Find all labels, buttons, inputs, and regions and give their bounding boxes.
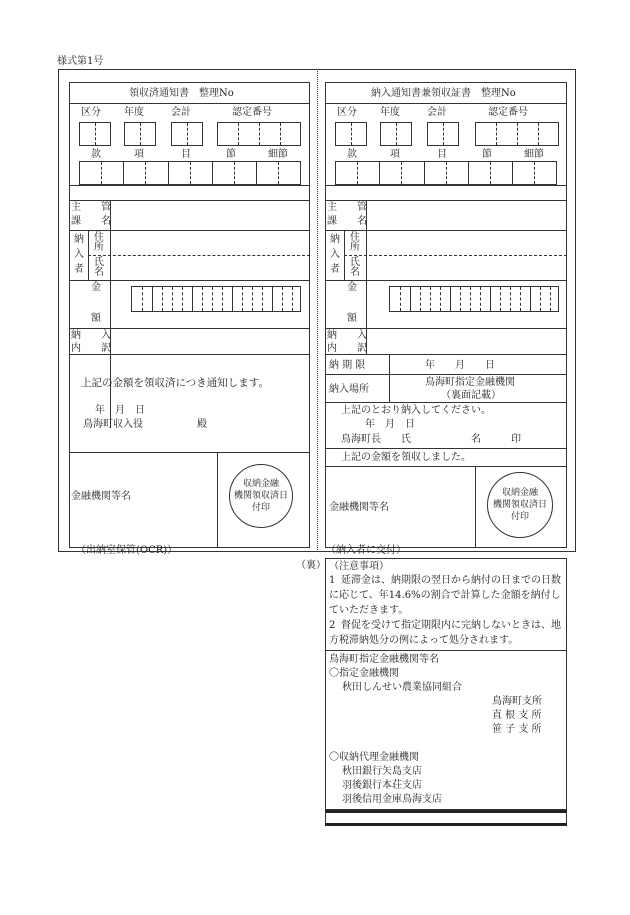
right-address-field[interactable]	[367, 230, 567, 254]
note-2-text: 督促を受けて指定期限内に完納しないときは、地方税滞納処分の例によって処分されます。	[329, 620, 561, 646]
left-sub-kan: 款	[91, 149, 101, 160]
right-title: 納入通知書兼領収証書 整理No	[371, 88, 516, 99]
right-stamp-line-1: 収納金融	[501, 487, 538, 498]
right-received: 上記の金額を領収しました。	[341, 452, 471, 463]
left-receipt-stamp	[229, 464, 293, 528]
agent-bank-1: 秋田銀行矢島支店	[342, 766, 422, 777]
right-sub-kan: 款	[347, 149, 357, 160]
notes-heading: （注意事項）	[329, 561, 389, 572]
left-breakdown-field[interactable]	[111, 328, 310, 354]
right-kaikei-box[interactable]	[427, 122, 459, 146]
left-treasurer: 鳥海町収入役	[83, 419, 143, 430]
left-date: 年 月 日	[95, 405, 145, 416]
right-code-nintei: 認定番号	[488, 107, 528, 118]
left-payer-3: 者	[74, 264, 84, 275]
left-payer-2: 入	[74, 249, 84, 260]
left-address-1: 住	[94, 232, 104, 243]
right-payer-2: 入	[330, 249, 340, 260]
right-mayor-name[interactable]: 氏 名 印	[401, 434, 521, 445]
right-breakdown-field[interactable]	[367, 328, 567, 354]
left-name-2: 名	[94, 267, 104, 278]
left-code-nendo: 年度	[124, 107, 144, 118]
left-honorific: 殿	[197, 419, 207, 430]
bottom-strip	[325, 812, 567, 824]
left-sub-setsu: 節	[226, 149, 236, 160]
right-place-value-2: （裏面記載）	[441, 390, 501, 401]
right-stamp-line-2: 機関領収済日	[492, 499, 547, 510]
right-manager-2: 課 名	[327, 216, 367, 227]
left-notice: 上記の金額を領収済につき通知します。	[81, 377, 269, 389]
left-bank-label: 金融機関等名	[71, 491, 131, 502]
right-mayor: 鳥海町長	[341, 434, 381, 445]
left-title: 領収済通知書 整理No	[129, 88, 234, 99]
left-breakdown-2: 内 訳	[71, 343, 111, 354]
left-address-2: 所	[94, 242, 104, 253]
right-nendo-box[interactable]	[380, 122, 412, 146]
right-code-kaikei: 会計	[427, 107, 447, 118]
left-sub-moku: 目	[181, 149, 191, 160]
left-stamp-line-3: 付印	[251, 503, 270, 514]
left-sub-saisetsu: 細節	[268, 149, 288, 160]
left-name-1: 氏	[94, 257, 104, 268]
left-footer: （出納室保管(OCR)）	[76, 545, 178, 556]
back-label: （裏）	[296, 560, 326, 571]
right-deadline-value[interactable]: 年 月 日	[425, 360, 495, 371]
right-stamp-line-3: 付印	[510, 512, 529, 523]
left-sub-kou: 項	[134, 149, 144, 160]
right-manager-field[interactable]	[367, 200, 567, 230]
right-name-2: 名	[350, 267, 360, 278]
branch-2: 直 根 支 所	[492, 710, 542, 721]
right-amount-box[interactable]	[389, 286, 559, 312]
note-2-number: 2	[329, 620, 336, 631]
left-breakdown-1: 納 入	[71, 330, 111, 341]
right-subcode-box[interactable]	[335, 161, 557, 185]
left-bank-field[interactable]	[69, 453, 217, 548]
right-address-2: 所	[350, 242, 360, 253]
right-name-1: 氏	[350, 257, 360, 268]
designated-bank-name: 秋田しんせい農業協同組合	[342, 682, 462, 693]
right-deadline-label: 納 期 限	[329, 360, 366, 371]
left-nendo-box[interactable]	[124, 122, 156, 146]
right-request: 上記のとおり納入してください。	[341, 405, 491, 416]
left-name-field[interactable]	[111, 255, 310, 280]
left-amount-1: 金	[91, 282, 101, 293]
designated-bank-label: 〇指定金融機関	[329, 668, 399, 679]
left-address-field[interactable]	[111, 230, 310, 254]
left-kaikei-box[interactable]	[171, 122, 203, 146]
left-payer-1: 納	[74, 234, 84, 245]
right-address-1: 住	[350, 232, 360, 243]
left-subcode-box[interactable]	[79, 161, 301, 185]
right-kubun-box[interactable]	[335, 122, 367, 146]
right-manager-1: 主 管	[327, 202, 367, 213]
left-slip	[69, 82, 310, 548]
left-nintei-box[interactable]	[217, 122, 301, 146]
right-nintei-box[interactable]	[475, 122, 559, 146]
right-sub-setsu: 節	[482, 149, 492, 160]
right-code-nendo: 年度	[380, 107, 400, 118]
right-breakdown-1: 納 入	[327, 330, 367, 341]
right-footer: （納入者に交付）	[326, 545, 406, 556]
right-amount-1: 金	[347, 282, 357, 293]
note-1-number: 1	[329, 575, 336, 586]
left-code-nintei: 認定番号	[232, 107, 272, 118]
left-manager-field[interactable]	[111, 200, 310, 230]
left-code-kaikei: 会計	[171, 107, 191, 118]
right-receipt-stamp	[487, 472, 553, 538]
left-amount-2: 額	[91, 313, 101, 324]
branch-3: 笹 子 支 所	[492, 724, 542, 735]
branch-1: 鳥海町支所	[492, 696, 542, 707]
right-slip	[325, 82, 567, 548]
right-payer-3: 者	[330, 264, 340, 275]
agent-bank-2: 羽後銀行本荘支店	[342, 780, 422, 791]
left-manager-2: 課 名	[71, 216, 111, 227]
right-name-field[interactable]	[367, 255, 567, 280]
right-code-kubun: 区分	[337, 107, 357, 118]
right-place-label: 納入場所	[329, 384, 369, 395]
right-date: 年 月 日	[365, 419, 415, 430]
left-amount-box[interactable]	[131, 286, 301, 312]
right-sub-saisetsu: 細節	[524, 149, 544, 160]
left-manager-1: 主 管	[71, 202, 111, 213]
left-stamp-line-2: 機関領収済日	[233, 490, 288, 501]
left-code-kubun: 区分	[81, 107, 101, 118]
banks-heading: 鳥海町指定金融機関等名	[329, 654, 439, 665]
right-bank-label: 金融機関等名	[329, 502, 389, 513]
form-number: 様式第1号	[57, 56, 104, 67]
left-stamp-line-1: 収納金融	[242, 478, 279, 489]
right-sub-moku: 目	[437, 149, 447, 160]
perforation-line	[317, 69, 318, 552]
right-bank-field[interactable]	[325, 467, 475, 548]
left-kubun-box[interactable]	[79, 122, 111, 146]
right-place-value-1: 鳥海町指定金融機関	[425, 377, 515, 388]
agent-bank-3: 羽後信用金庫鳥海支店	[342, 794, 442, 805]
agent-banks-label: 〇収納代理金融機関	[329, 752, 419, 763]
right-breakdown-2: 内 訳	[327, 343, 367, 354]
right-sub-kou: 項	[390, 149, 400, 160]
right-payer-1: 納	[330, 234, 340, 245]
right-amount-2: 額	[347, 313, 357, 324]
note-1-text: 延滞金は、納期限の翌日から納付の日までの日数に応じて、年14.6%の割合で計算した金額を納付していただきます。	[329, 575, 561, 616]
